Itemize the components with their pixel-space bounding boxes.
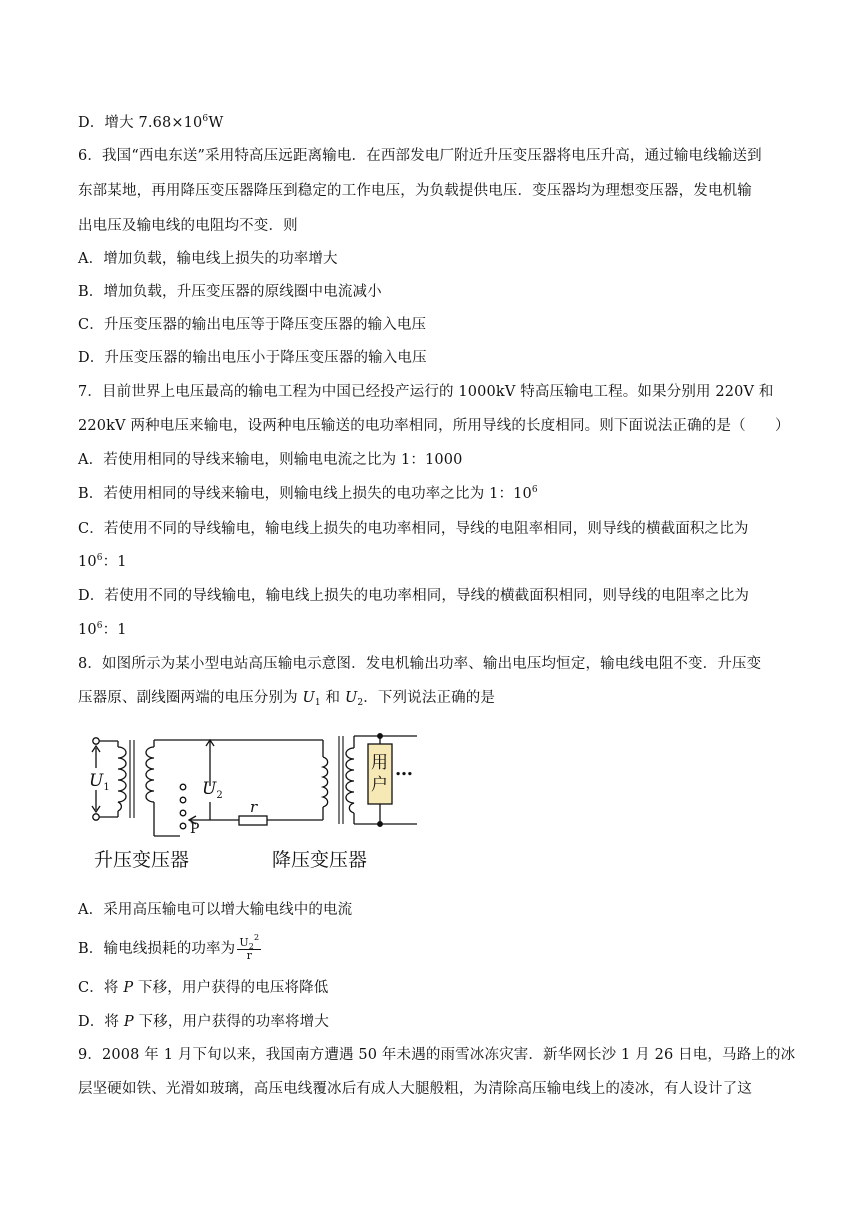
question-8-stem-2: 压器原、副线圈两端的电压分别为 $U_1$ 和 $U_2$．下列说法正确的是 [78,690,496,708]
power-loss-fraction: $\frac{U_2^2}{r}$ [239,932,260,962]
ellipsis-mark: … [395,759,413,780]
question-7-stem-1: 7．目前世界上电压最高的输电工程为中国已经投产运行的 1000kV 特高压输电工程。如果分别用 220V 和 [78,384,774,400]
q8-option-a: A．采用高压输电可以增大输电线中的电流 [78,902,353,918]
question-7-stem-2: 220kV 两种电压来输电，设两种电压输送的电功率相同，所用导线的长度相同。则下面说法正确的是（ ） [78,418,790,434]
secondary-coil-step-down [346,748,354,813]
q6-option-c: C．升压变压器的输出电压等于降压变压器的输入电压 [78,317,427,333]
user-box-char-2: 户 [371,775,388,795]
q7-option-c-1: C．若使用不同的导线输电，输电线上损失的电功率相同，导线的电阻率相同，则导线的横截面积之比为 [78,521,749,537]
q6-option-d: D．升压变压器的输出电压小于降压变压器的输入电压 [78,350,427,366]
svg-text:U1: $U_1$ [89,771,110,793]
q8-option-d: D．将 P 下移，用户获得的功率将增大 [78,1014,329,1030]
caption-step-up: 升压变压器 [94,849,190,871]
u1-label: U [89,771,104,791]
user-box-char-1: 用 [371,753,388,773]
svg-text:U2: $U_2$ [202,779,223,801]
question-9-stem-2: 层坚硬如铁、光滑如玻璃，高压电线覆冰后有成人大腿般粗，为清除高压输电线上的凌冰，有人设计了这 [78,1081,752,1097]
primary-coil-step-up [118,747,126,811]
u2-label: U [202,779,217,799]
caption-step-down: 降压变压器 [272,849,368,871]
terminal-top [93,738,99,744]
q8-option-c: C．将 P 下移，用户获得的电压将降低 [78,980,329,996]
question-8-stem-1: 8．如图所示为某小型电站高压输电示意图．发电机输出功率、输出电压均恒定，输电线电阻不变．升压变 [78,656,762,672]
secondary-coil-step-up [146,747,154,802]
question-9-stem-1: 9．2008 年 1 月下旬以来，我国南方遭遇 50 年未遇的雨雪冰冻灾害．新华网长沙 1 月 26 日电，马路上的冰 [78,1047,796,1063]
line-resistor [239,816,267,825]
p-label: P [190,821,200,837]
question-6-stem-3: 出电压及输电线的电阻均不变．则 [78,218,298,234]
q7-option-c-2: $10^6$：1 [78,553,127,570]
question-6-stem-2: 东部某地，再用降压变压器降压到稳定的工作电压，为负载提供电压．变压器均为理想变压器，发电机输 [78,183,752,199]
r-label: r [250,798,258,816]
terminal-bottom [93,814,99,820]
q7-option-d-1: D．若使用不同的导线输电，输电线上损失的电功率相同，导线的横截面积相同，则导线的电阻率之比为 [78,588,750,604]
question-6-stem-1: 6．我国“西电东送”采用特高压远距离输电．在西部发电厂附近升压变压器将电压升高，通过输电线输送到 [78,148,762,164]
q7-option-b: B．若使用相同的导线来输电，则输电线上损失的电功率之比为 1：$10^6$ [78,485,538,502]
q7-option-a: A．若使用相同的导线来输电，则输电电流之比为 1：1000 [78,452,463,468]
q6-option-b: B．增加负载，升压变压器的原线圈中电流减小 [78,284,382,300]
q8-option-b: B．输电线损耗的功率为 $\frac{U_2^2}{r}$ [78,932,260,962]
option-d-q5: D．增大 $7.68\times 10^6W$ [78,114,224,131]
q7-option-d-2: $10^6$：1 [78,621,127,638]
primary-coil-step-down [323,757,328,807]
q6-option-a: A．增加负载，输电线上损失的功率增大 [78,251,338,267]
transmission-circuit-diagram [76,724,436,874]
